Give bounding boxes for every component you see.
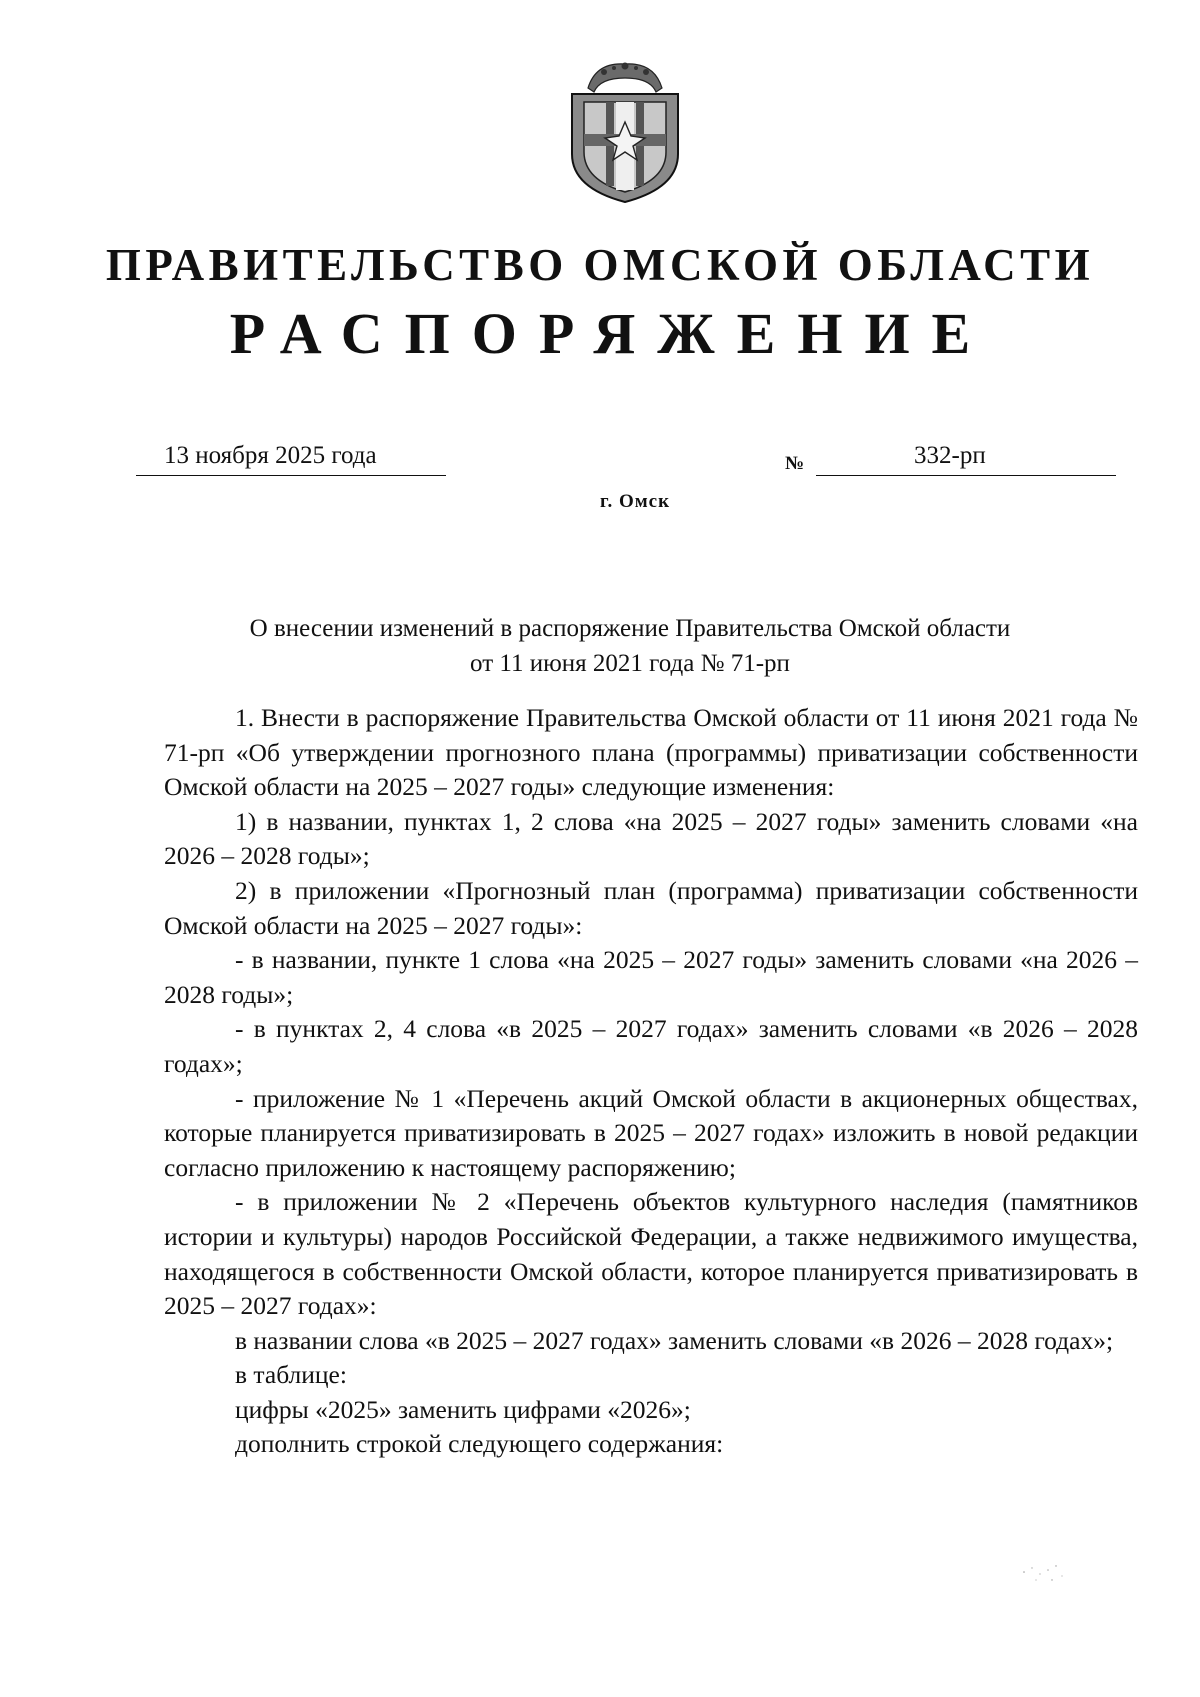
subject-line-2: от 11 июня 2021 года № 71-рп bbox=[470, 650, 790, 677]
number-field bbox=[816, 440, 1116, 476]
date-field bbox=[136, 440, 446, 476]
paragraph-dash-1: - в названии, пункте 1 слова «на 2025 – 2027 годы» заменить словами «на 2026 – 2028 годы»; bbox=[164, 945, 1138, 1009]
coat-of-arms-emblem bbox=[566, 58, 684, 204]
paragraph-item-1: 1. Внести в распоряжение Правительства Омской области от 11 июня 2021 года № 71-рп «Об утверждении прогнозного плана (программы) приватизации собственности Омской области на 2025 – 2027 годы» следующие изменения: bbox=[164, 703, 1138, 802]
scan-noise-mark bbox=[1018, 1560, 1078, 1586]
paragraph-add-row: дополнить строкой следующего содержания: bbox=[235, 1429, 724, 1459]
subject-line-1: О внесении изменений в распоряжение Правительства Омской области bbox=[249, 615, 1011, 642]
document-body bbox=[164, 701, 1138, 1462]
document-date: 13 ноября 2025 года bbox=[164, 442, 377, 469]
paragraph-digits: цифры «2025» заменить цифрами «2026»; bbox=[235, 1394, 691, 1424]
paragraph-table: в таблице: bbox=[235, 1360, 347, 1390]
paragraph-dash-2: - в пунктах 2, 4 слова «в 2025 – 2027 годах» заменить словами «в 2026 – 2028 годах»; bbox=[164, 1014, 1138, 1078]
document-subject bbox=[180, 611, 1080, 681]
number-sign: № bbox=[785, 453, 805, 474]
document-number: 332-рп bbox=[914, 442, 986, 469]
paragraph-subitem-1: 1) в названии, пунктах 1, 2 слова «на 2025 – 2027 годы» заменить словами «на 2026 – 2028 годы»; bbox=[164, 806, 1138, 871]
paragraph-dash-4: - в приложении № 2 «Перечень объектов культурного наследия (памятников истории и культуры) народов Российской Федерации, а также недвижимого имущества, находящегося в собственности Омской области, которое планируется приватизировать в 2025 – 2027 годах»: bbox=[164, 1187, 1138, 1321]
document-type-title: РАСПОРЯЖЕНИЕ bbox=[229, 301, 993, 366]
paragraph-title-change: в названии слова «в 2025 – 2027 годах» заменить словами «в 2026 – 2028 годах»; bbox=[235, 1325, 1114, 1355]
paragraph-dash-3: - приложение № 1 «Перечень акций Омской области в акционерных обществах, которые планируется приватизировать в 2025 – 2027 годах» изложить в новой редакции согласно приложению к настоящему распоряжению; bbox=[164, 1083, 1138, 1182]
city-name: г. Омск bbox=[599, 491, 671, 512]
organization-name: ПРАВИТЕЛЬСТВО ОМСКОЙ ОБЛАСТИ bbox=[105, 240, 1095, 290]
paragraph-subitem-2: 2) в приложении «Прогнозный план (программа) приватизации собственности Омской области на 2025 – 2027 годы»: bbox=[164, 875, 1138, 940]
